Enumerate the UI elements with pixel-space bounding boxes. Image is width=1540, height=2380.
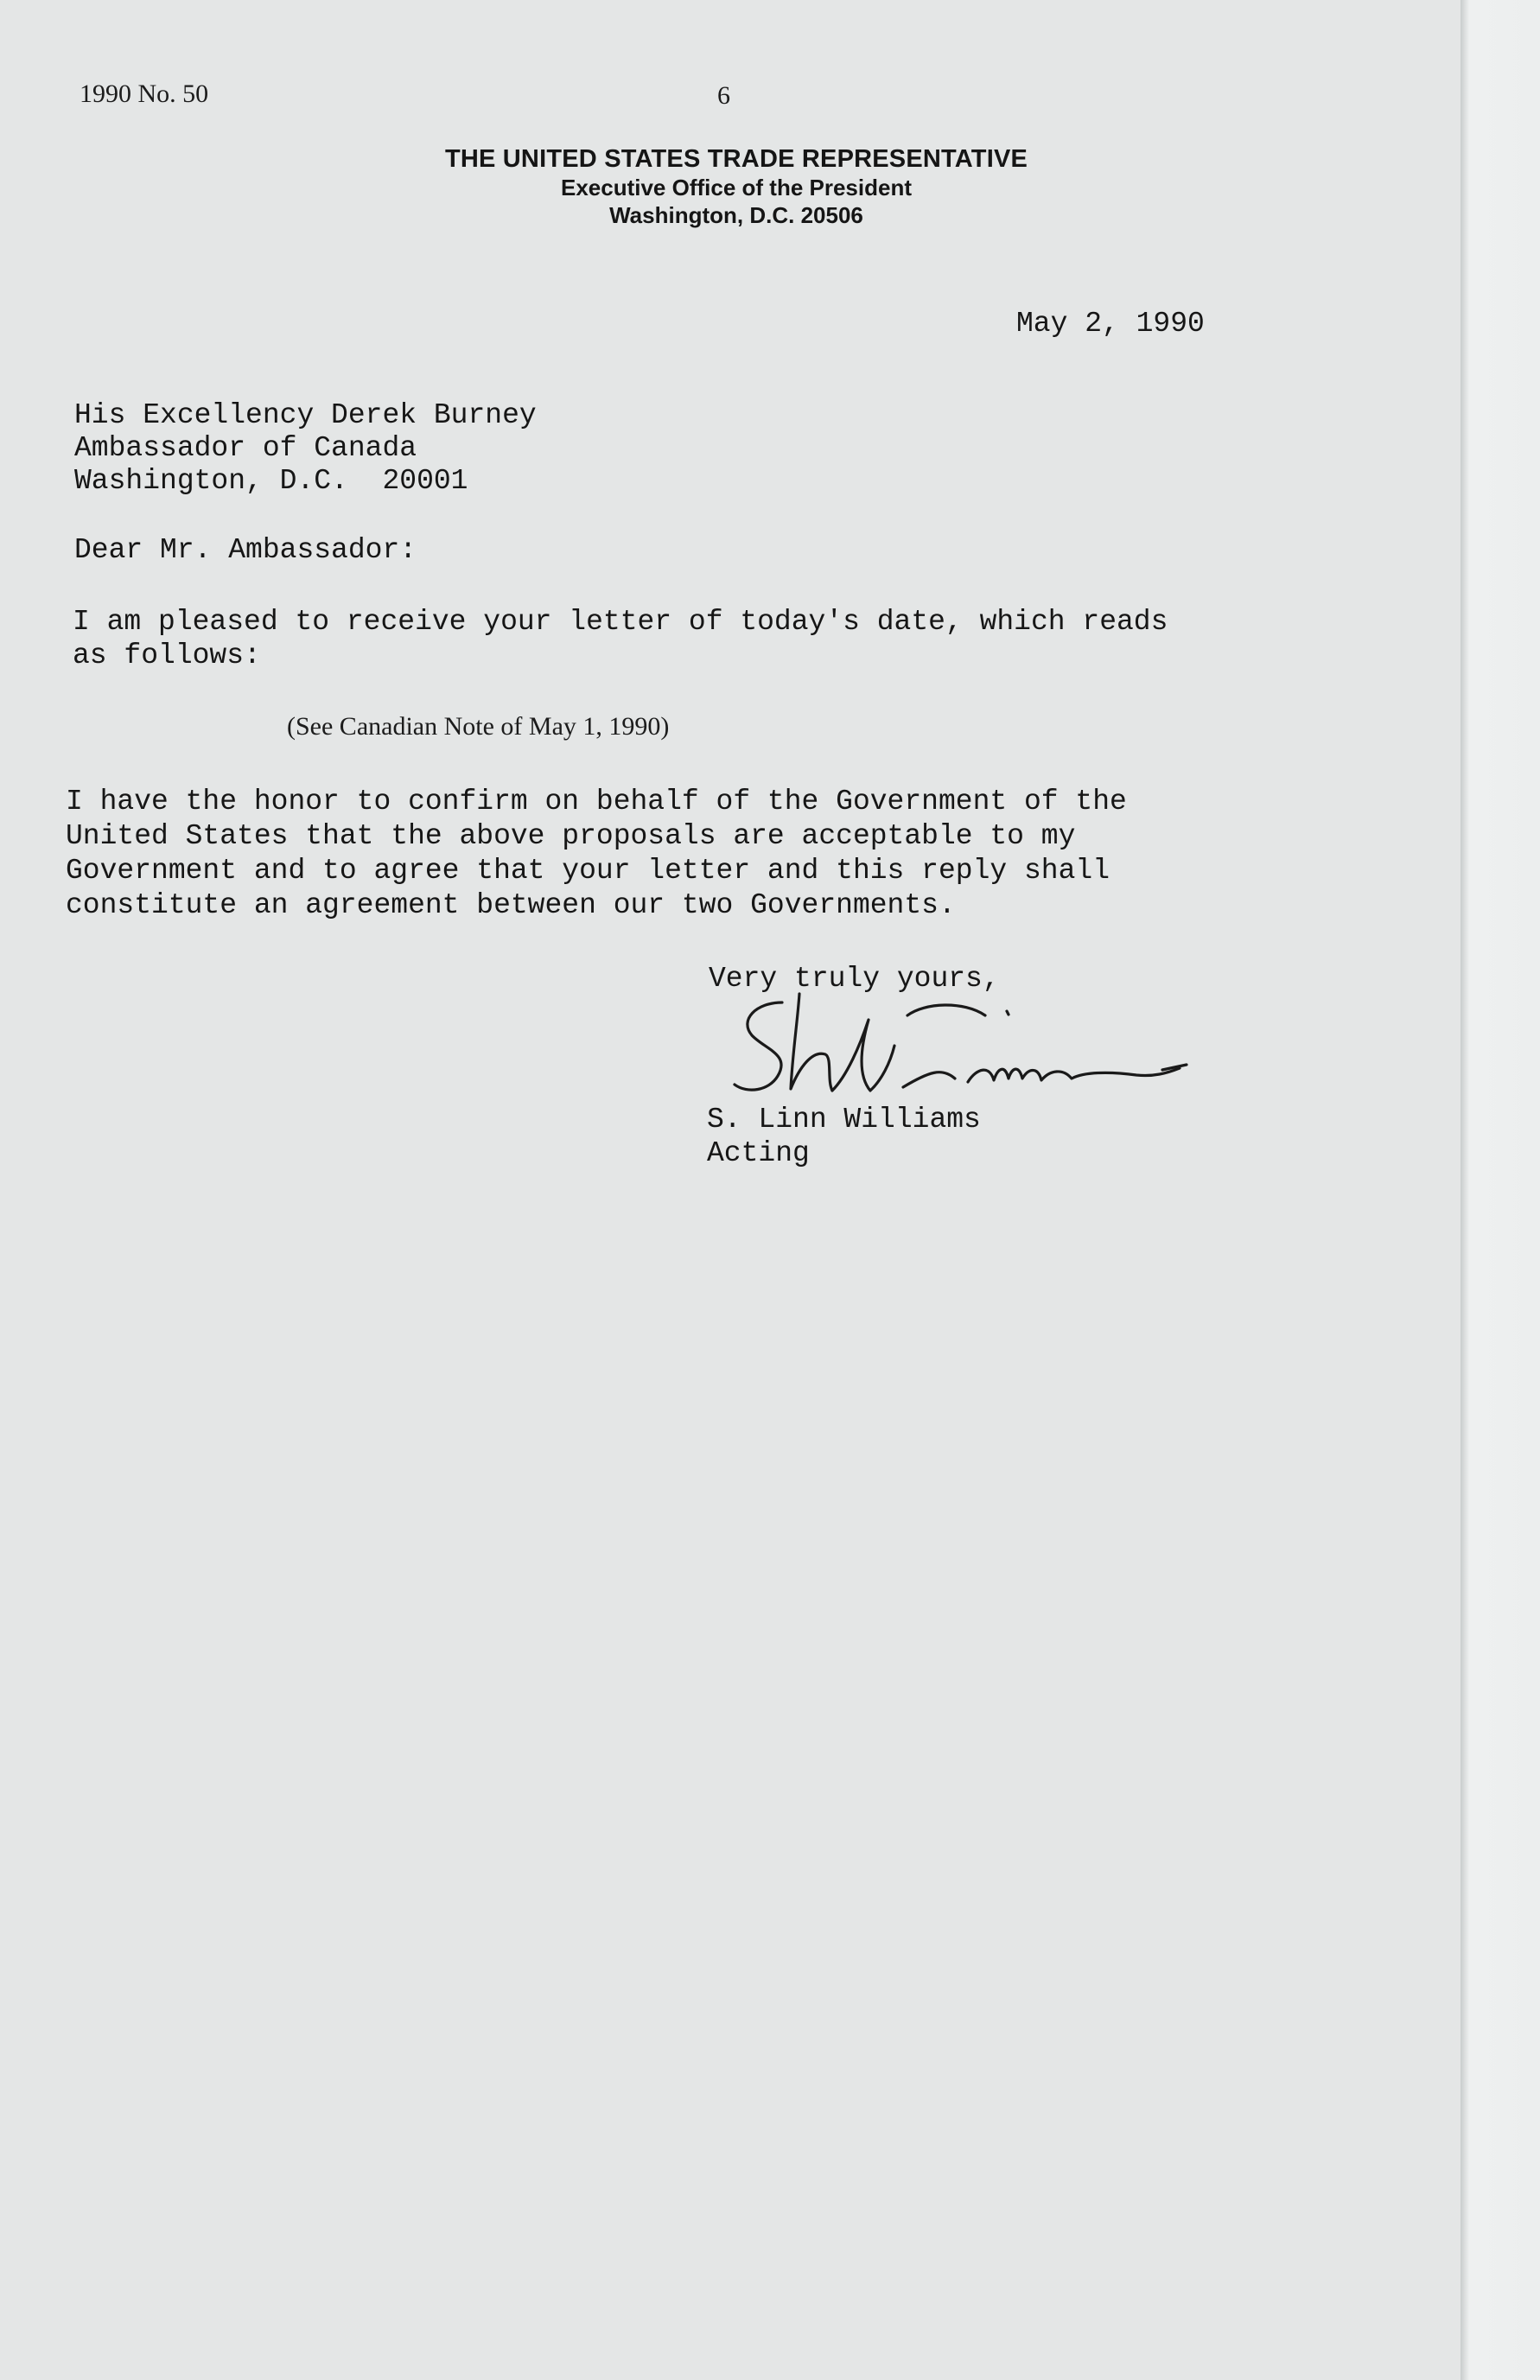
paragraph-line: constitute an agreement between our two Governments.: [66, 889, 956, 921]
document-id: 1990 No. 50: [80, 80, 209, 108]
recipient-line: Ambassador of Canada: [74, 432, 417, 464]
paragraph-line: as follows:: [73, 640, 261, 671]
reference-note: (See Canadian Note of May 1, 1990): [287, 712, 670, 741]
paragraph-line: I have the honor to confirm on behalf of the Government of the: [66, 786, 1127, 818]
letterhead-office: Executive Office of the President: [560, 175, 912, 200]
paragraph-line: Government and to agree that your letter and this reply shall: [66, 855, 1110, 887]
salutation: Dear Mr. Ambassador:: [74, 534, 417, 566]
signer-block: [707, 1103, 981, 1170]
letter-date: May 2, 1990: [1016, 308, 1205, 340]
signer-title: Acting: [707, 1137, 810, 1169]
page-edge: [1460, 0, 1540, 2380]
paragraph-intro: [73, 605, 1421, 672]
letterhead-title: THE UNITED STATES TRADE REPRESENTATIVE: [444, 145, 1028, 173]
paragraph-line: I am pleased to receive your letter of today's date, which reads: [73, 606, 1168, 638]
recipient-line: His Excellency Derek Burney: [74, 399, 537, 431]
letterhead-address: Washington, D.C. 20506: [609, 202, 863, 228]
closing: Very truly yours,: [709, 963, 1000, 995]
signer-name: S. Linn Williams: [707, 1104, 981, 1136]
paragraph-line: United States that the above proposals are acceptable to my: [66, 820, 1076, 852]
recipient-line: Washington, D.C. 20001: [74, 465, 468, 497]
recipient-address: [74, 399, 537, 498]
handwritten-signature: [730, 985, 1249, 1115]
page-number: 6: [717, 81, 730, 110]
paragraph-confirmation: [66, 785, 1127, 923]
